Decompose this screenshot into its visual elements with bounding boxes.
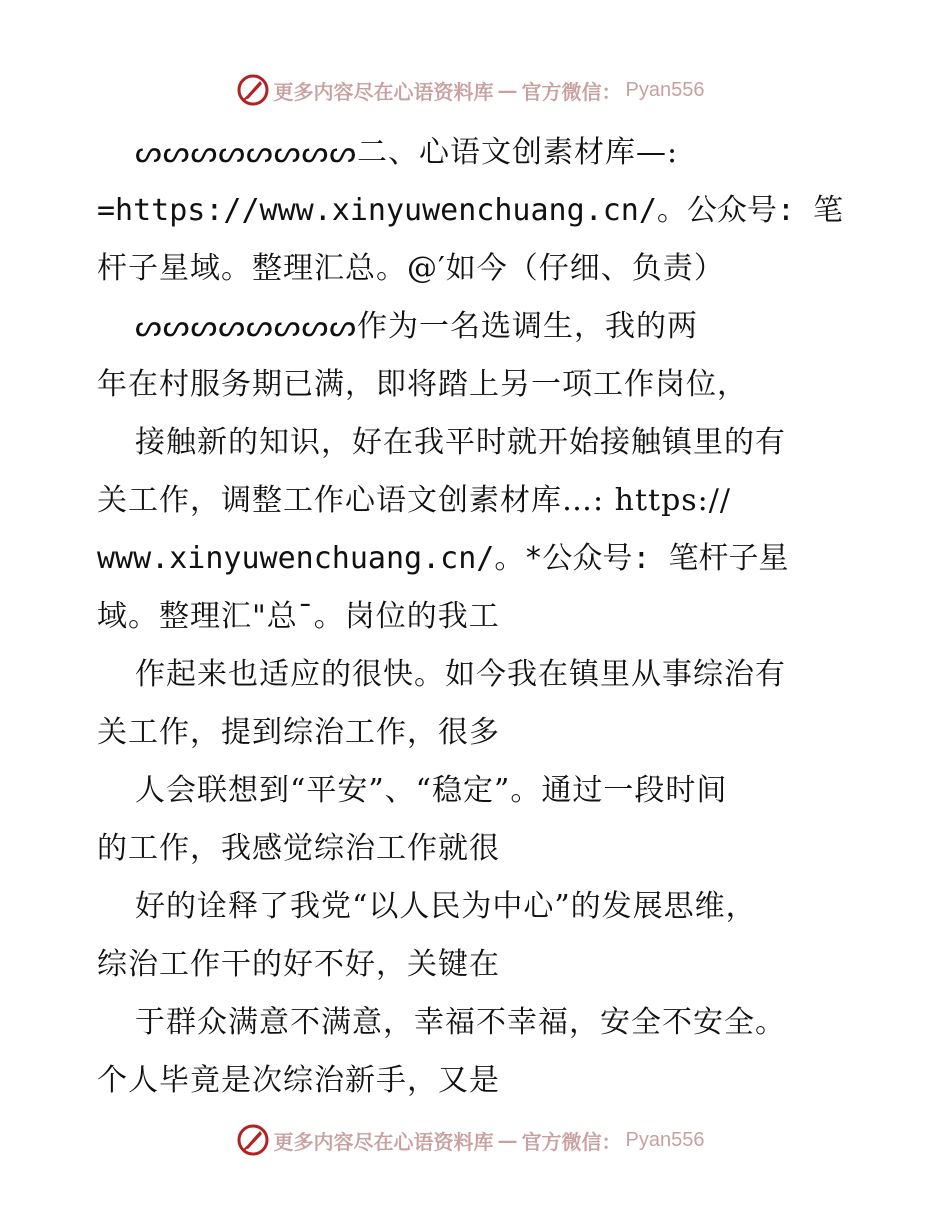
banner-wechat-id: Pyan556 — [625, 78, 705, 101]
text-line-9: 域。整理汇"总¯。岗位的我工 — [97, 599, 500, 634]
banner-site-text: 更多内容尽在心语资料库 — [273, 79, 494, 104]
banner-wechat-label: 官方微信： — [521, 1129, 622, 1154]
text-line-7: 关工作，调整工作心语文创素材库…: https:// — [97, 483, 731, 518]
banner-wechat-label: 官方微信： — [521, 79, 622, 104]
text-line-5: 年在村服务期已满，即将踏上另一项工作岗位， — [97, 367, 748, 402]
text-line-11: 关工作，提到综治工作，很多 — [97, 715, 500, 750]
text-line-1: ᔕᔕᔕᔕᔕᔕᔕᔕ二、心语文创素材库—: — [135, 135, 679, 170]
text-line-8: www.xinyuwenchuang.cn/。*公众号: 笔杆子星 — [97, 541, 789, 576]
text-line-15: 综治工作干的好不好，关键在 — [97, 947, 500, 982]
text-line-3: 杆子星域。整理汇总。@′如今（仔细、负责） — [97, 251, 725, 286]
text-line-17: 个人毕竟是次综治新手，又是 — [97, 1063, 500, 1098]
text-line-10: 作起来也适应的很快。如今我在镇里从事综治有 — [135, 657, 786, 692]
text-line-6: 接触新的知识，好在我平时就开始接触镇里的有 — [135, 425, 786, 460]
text-line-14: 好的诠释了我党“以人民为中心”的发展思维， — [135, 889, 757, 924]
banner-separator: — — [497, 1128, 518, 1152]
text-line-4: ᔕᔕᔕᔕᔕᔕᔕᔕ作为一名选调生，我的两 — [135, 309, 698, 344]
text-line-13: 的工作，我感觉综治工作就很 — [97, 831, 500, 866]
header-banner-content — [236, 73, 705, 107]
document-body — [97, 124, 897, 1110]
text-line-2: =https://www.xinyuwenchuang.cn/。公众号: 笔 — [97, 193, 844, 228]
header-banner — [0, 72, 950, 108]
quill-logo-icon — [236, 73, 270, 107]
banner-site-text: 更多内容尽在心语资料库 — [273, 1129, 494, 1154]
banner-wechat-id: Pyan556 — [625, 1128, 705, 1151]
banner-separator: — — [497, 78, 518, 102]
text-line-16: 于群众满意不满意，幸福不幸福，安全不安全。 — [135, 1005, 786, 1040]
text-line-12: 人会联想到“平安”、“稳定”。通过一段时间 — [135, 773, 728, 808]
footer-banner — [0, 1122, 950, 1158]
quill-logo-icon — [236, 1123, 270, 1157]
footer-banner-content — [236, 1123, 705, 1157]
